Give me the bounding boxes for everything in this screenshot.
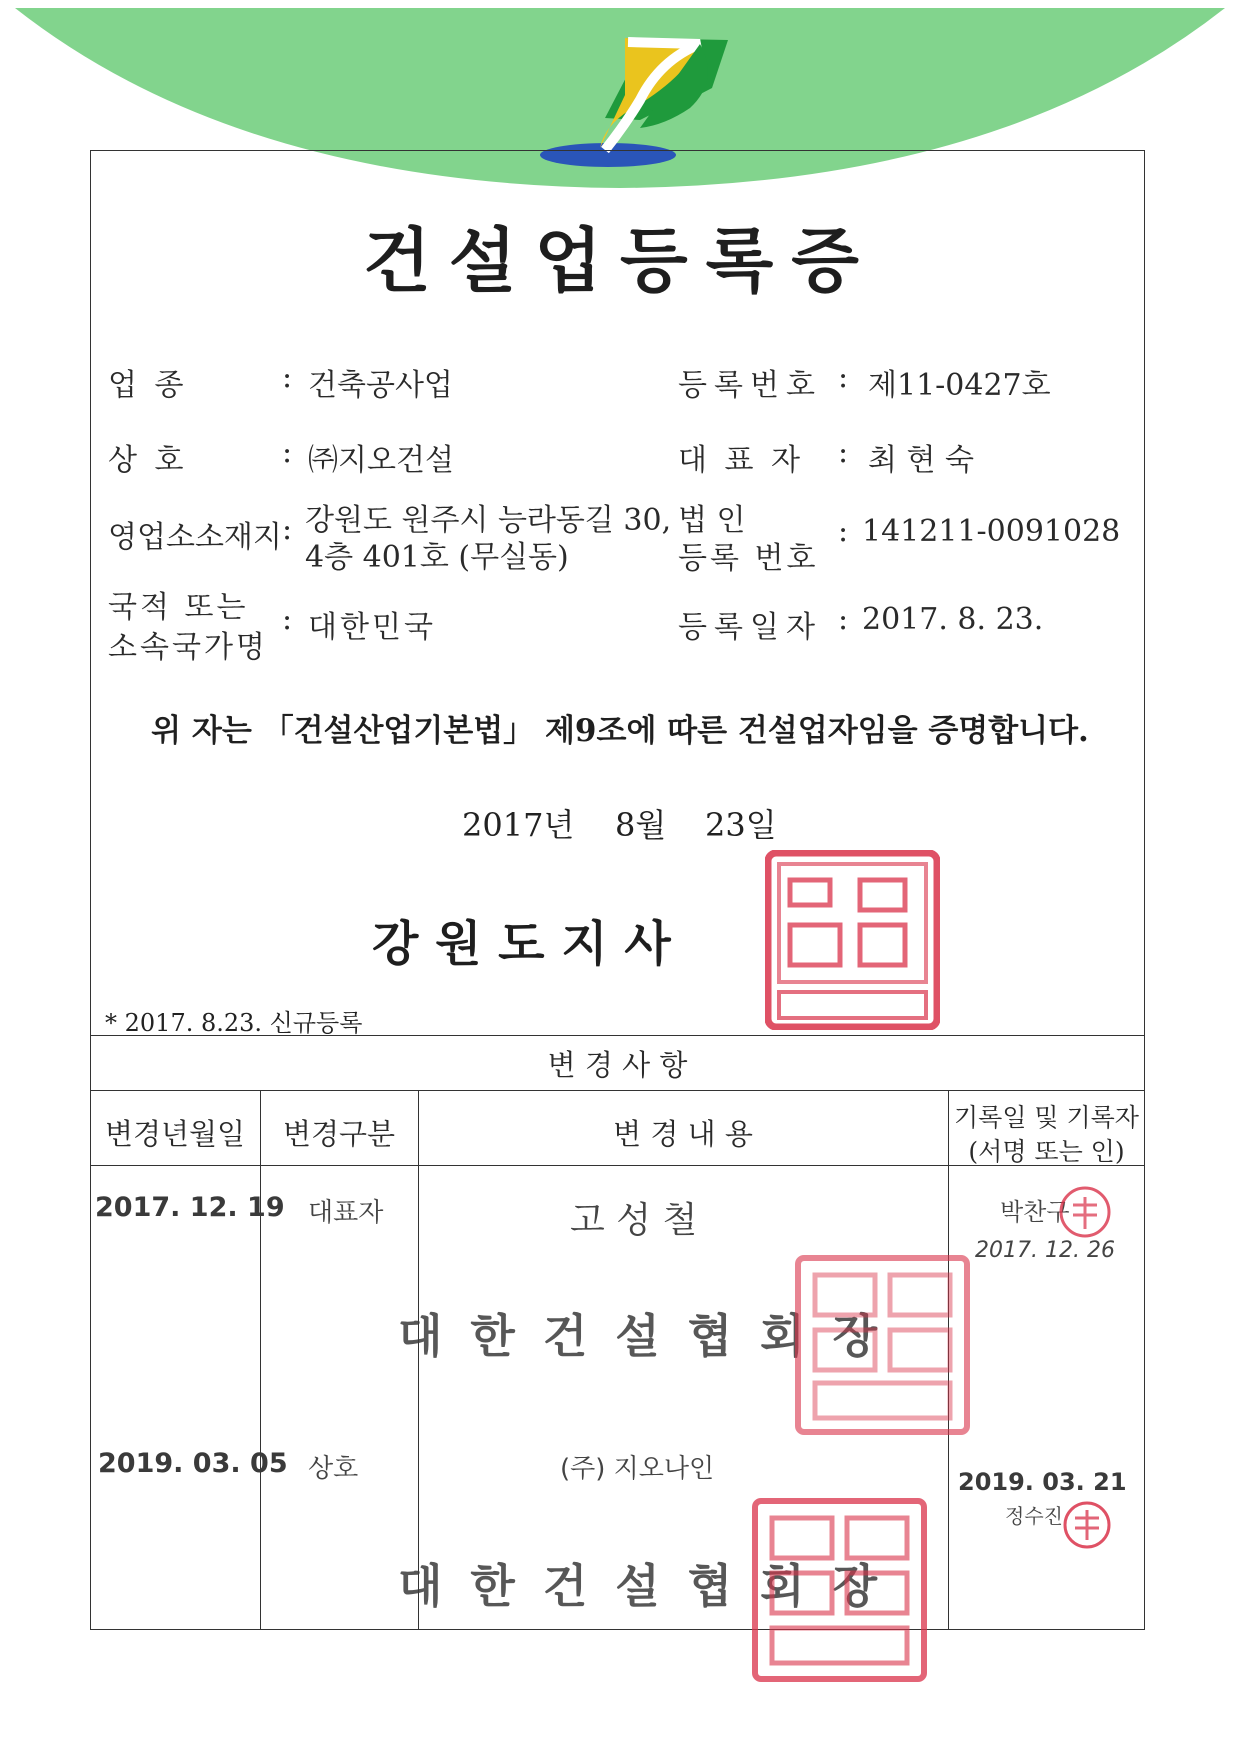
business-type-value: 건축공사업 bbox=[308, 368, 453, 403]
document-title: 건설업등록증 bbox=[363, 219, 877, 302]
trade-name-value: ㈜지오건설 bbox=[308, 443, 454, 478]
row2-association-seal bbox=[752, 1498, 927, 1683]
colon: : bbox=[282, 360, 293, 395]
office-address-line2: 4층 401호 (무실동) bbox=[305, 540, 569, 575]
table-divider bbox=[90, 1090, 1145, 1091]
colon: : bbox=[838, 514, 849, 549]
row2-personal-seal bbox=[1062, 1500, 1112, 1550]
row1-date: 2017. 12. 19 bbox=[95, 1192, 285, 1223]
registration-date-value: 2017. 8. 23. bbox=[862, 602, 1044, 637]
trade-name-label: 상 호 bbox=[108, 443, 188, 478]
colon: : bbox=[282, 435, 293, 470]
header-record-line1: 기록일 및 기록자 bbox=[954, 1103, 1139, 1132]
colon: : bbox=[838, 435, 849, 470]
nationality-label-line2: 소속국가명 bbox=[108, 630, 268, 665]
issue-year: 2017년 bbox=[462, 806, 575, 844]
office-address-line1: 강원도 원주시 능라동길 30, bbox=[305, 503, 672, 538]
header-change-content: 변 경 내 용 bbox=[613, 1117, 753, 1151]
row1-record-sign: 박찬구 bbox=[1000, 1198, 1070, 1226]
row2-content: (주) 지오나인 bbox=[560, 1454, 715, 1484]
registration-number-value: 제11-0427호 bbox=[868, 368, 1051, 403]
row1-association-seal bbox=[795, 1255, 970, 1435]
changes-section-title: 변 경 사 항 bbox=[547, 1048, 688, 1082]
header-record-line2: (서명 또는 인) bbox=[968, 1137, 1125, 1166]
nationality-value: 대한민국 bbox=[308, 610, 436, 645]
header-change-category: 변경구분 bbox=[282, 1117, 396, 1151]
issue-day: 23일 bbox=[705, 806, 777, 844]
colon: : bbox=[838, 602, 849, 637]
colon: : bbox=[282, 602, 293, 637]
office-address-label: 영업소소재지 bbox=[108, 520, 282, 555]
colon: : bbox=[838, 360, 849, 395]
row2-association-stamp-text: 대한건설협회장 bbox=[398, 1559, 906, 1613]
representative-label: 대 표 자 bbox=[678, 443, 805, 478]
issue-month: 8월 bbox=[615, 806, 667, 844]
colon: : bbox=[282, 512, 293, 547]
column-divider bbox=[260, 1090, 261, 1630]
corporate-number-value: 141211-0091028 bbox=[862, 514, 1121, 549]
row1-record-date: 2017. 12. 26 bbox=[975, 1238, 1115, 1263]
corporate-number-label-line2: 등록 번호 bbox=[678, 541, 819, 576]
row1-category: 대표자 bbox=[308, 1198, 384, 1228]
row1-content: 고 성 철 bbox=[570, 1200, 698, 1241]
registration-note: * 2017. 8.23. 신규등록 bbox=[105, 1009, 363, 1037]
corporate-number-label-line1: 법 인 bbox=[678, 503, 746, 538]
registration-date-label: 등록일자 bbox=[678, 610, 822, 645]
certification-statement: 위 자는 「건설산업기본법」 제9조에 따른 건설업자임을 증명합니다. bbox=[151, 713, 1089, 749]
governor-seal bbox=[765, 850, 940, 1030]
table-top-line bbox=[90, 1035, 1145, 1036]
business-type-label: 업 종 bbox=[108, 368, 188, 403]
row2-date: 2019. 03. 05 bbox=[98, 1448, 288, 1479]
nationality-label-line1: 국적 또는 bbox=[108, 590, 249, 625]
issuer-name: 강 원 도 지 사 bbox=[372, 916, 671, 972]
representative-value: 최 현 숙 bbox=[868, 443, 975, 478]
header-change-date: 변경년월일 bbox=[104, 1117, 246, 1151]
row2-record-sign: 정수진 bbox=[1005, 1504, 1063, 1528]
row1-personal-seal bbox=[1058, 1185, 1113, 1240]
row1-association-stamp-text: 대한건설협회장 bbox=[398, 1309, 906, 1363]
row2-category: 상호 bbox=[308, 1454, 359, 1484]
row2-record-date: 2019. 03. 21 bbox=[958, 1468, 1127, 1496]
registration-number-label: 등록번호 bbox=[678, 368, 822, 403]
